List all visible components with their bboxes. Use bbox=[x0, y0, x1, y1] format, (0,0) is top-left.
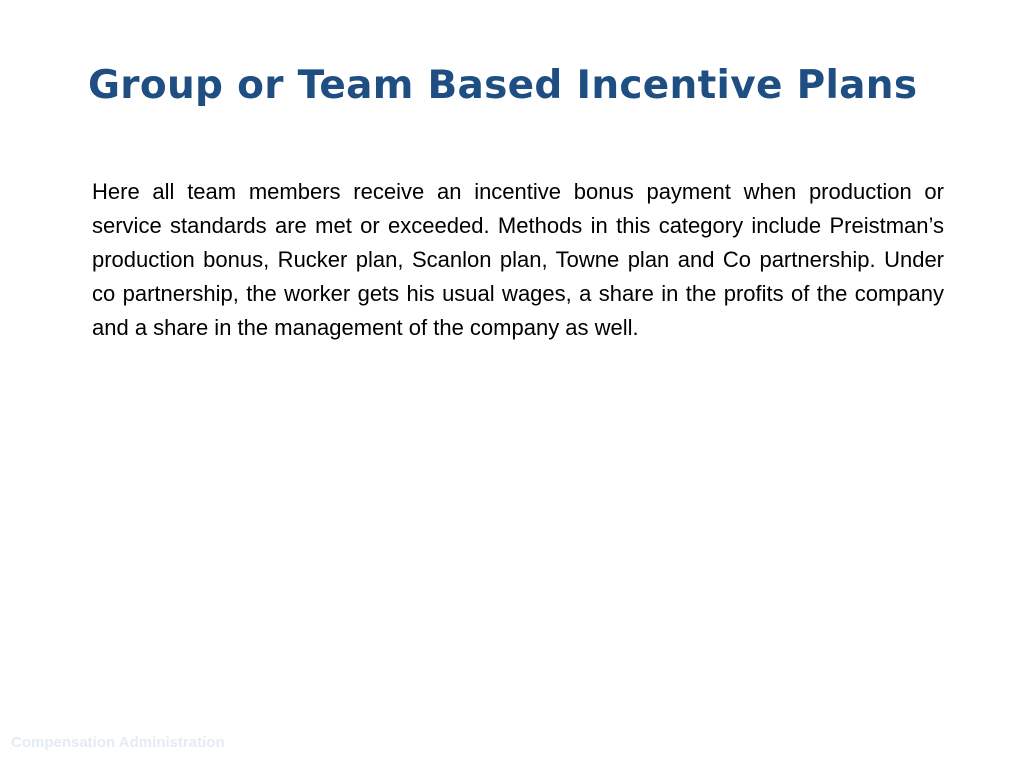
slide-body-text: Here all team members receive an incentive bonus payment when production or service standards are met or exceeded. Methods in this category include Preistman’s production bonus, Rucker plan, Scanlon plan, Towne plan and Co partnership. Under co partnership, the worker gets his usual wages, a share in the profits of the company and a share in the management of the company as well. bbox=[92, 179, 944, 340]
slide-title: Group or Team Based Incentive Plans bbox=[88, 63, 918, 108]
slide-footer: Compensation Administration bbox=[11, 734, 225, 751]
